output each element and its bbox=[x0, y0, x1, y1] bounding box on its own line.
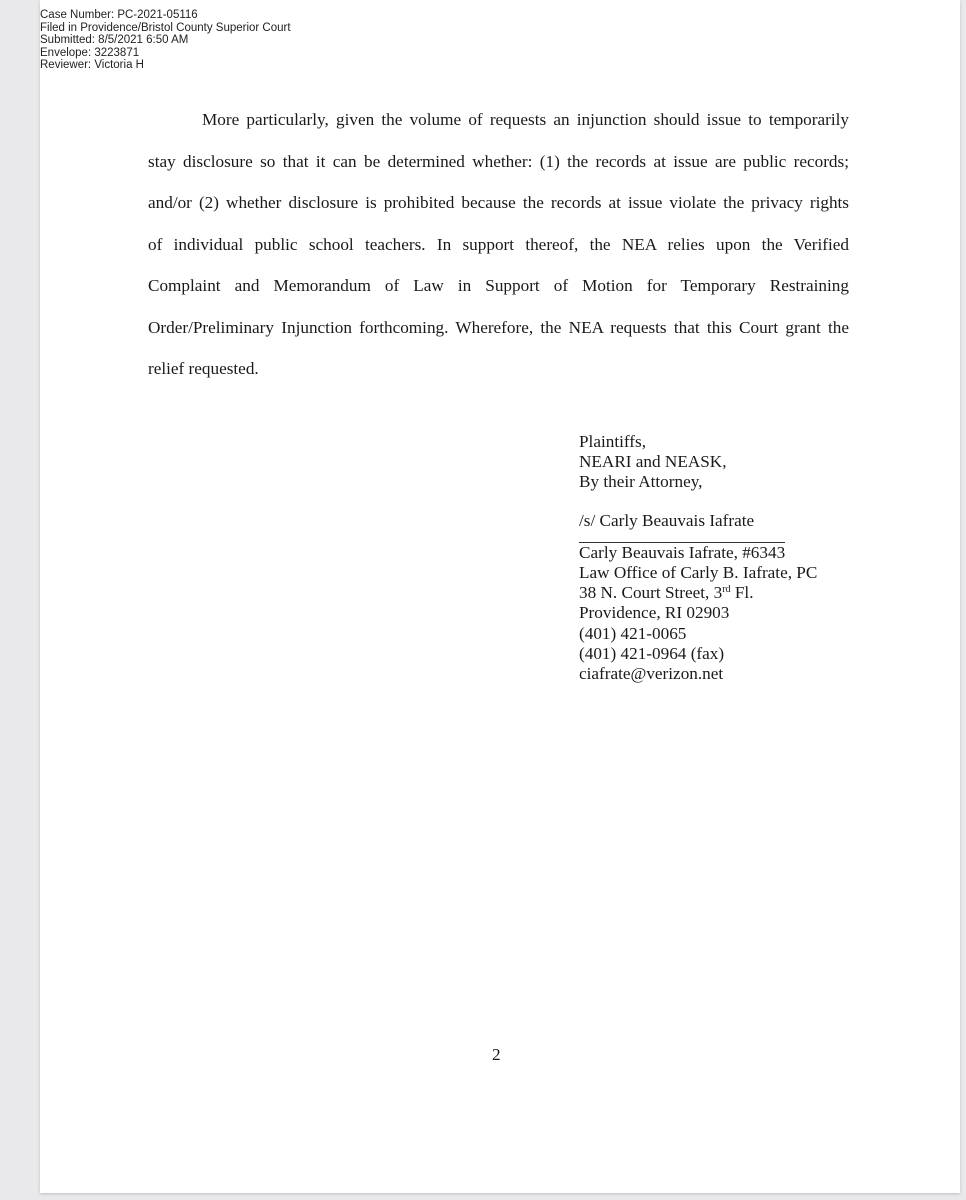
document-page bbox=[40, 0, 960, 1193]
fax-number: (401) 421-0964 (fax) bbox=[579, 643, 725, 663]
city-state-zip: Providence, RI 02903 bbox=[579, 603, 730, 623]
party-label: Plaintiffs, bbox=[579, 432, 647, 451]
paragraph-line: stay disclosure so that it can be determined whether: (1) the records at issue are public records; bbox=[148, 151, 849, 171]
case-number: Case Number: PC-2021-05116 bbox=[40, 9, 198, 21]
paragraph-line: of individual public school teachers. In support thereof, the NEA relies upon the Verified bbox=[148, 234, 849, 254]
paragraph-line: and/or (2) whether disclosure is prohibited because the records at issue violate the privacy rights bbox=[148, 193, 849, 212]
attorney-name: Carly Beauvais Iafrate, #6343 bbox=[579, 542, 786, 562]
body-paragraph bbox=[148, 99, 849, 390]
street-superscript: rd bbox=[722, 584, 731, 596]
paragraph-line: Order/Preliminary Injunction forthcoming. Wherefore, the NEA requests that this Court grant the bbox=[148, 317, 849, 337]
signature-block bbox=[579, 432, 817, 684]
phone-number: (401) 421-0065 bbox=[579, 623, 687, 643]
filed-in: Filed in Providence/Bristol County Superior Court bbox=[40, 21, 291, 34]
by-attorney: By their Attorney, bbox=[579, 472, 703, 492]
paragraph-line: Complaint and Memorandum of Law in Support of Motion for Temporary Restraining bbox=[148, 276, 849, 295]
email-address: ciafrate@verizon.net bbox=[579, 664, 724, 684]
law-firm: Law Office of Carly B. Iafrate, PC bbox=[579, 563, 818, 583]
street-suffix: Fl. bbox=[730, 583, 754, 603]
reviewer: Reviewer: Victoria H bbox=[40, 59, 144, 72]
street-prefix: 38 N. Court Street, 3 bbox=[579, 583, 723, 603]
paragraph-line: relief requested. bbox=[148, 359, 259, 378]
filing-header bbox=[40, 9, 291, 72]
page-number: 2 bbox=[492, 1045, 501, 1064]
paragraph-line: More particularly, given the volume of requests an injunction should issue to temporarily bbox=[202, 110, 849, 129]
envelope-number: Envelope: 3223871 bbox=[40, 46, 140, 59]
submitted-date: Submitted: 8/5/2021 6:50 AM bbox=[40, 34, 189, 47]
electronic-signature: /s/ Carly Beauvais Iafrate bbox=[579, 510, 755, 530]
street-address bbox=[579, 583, 817, 603]
party-names: NEARI and NEASK, bbox=[579, 452, 727, 472]
